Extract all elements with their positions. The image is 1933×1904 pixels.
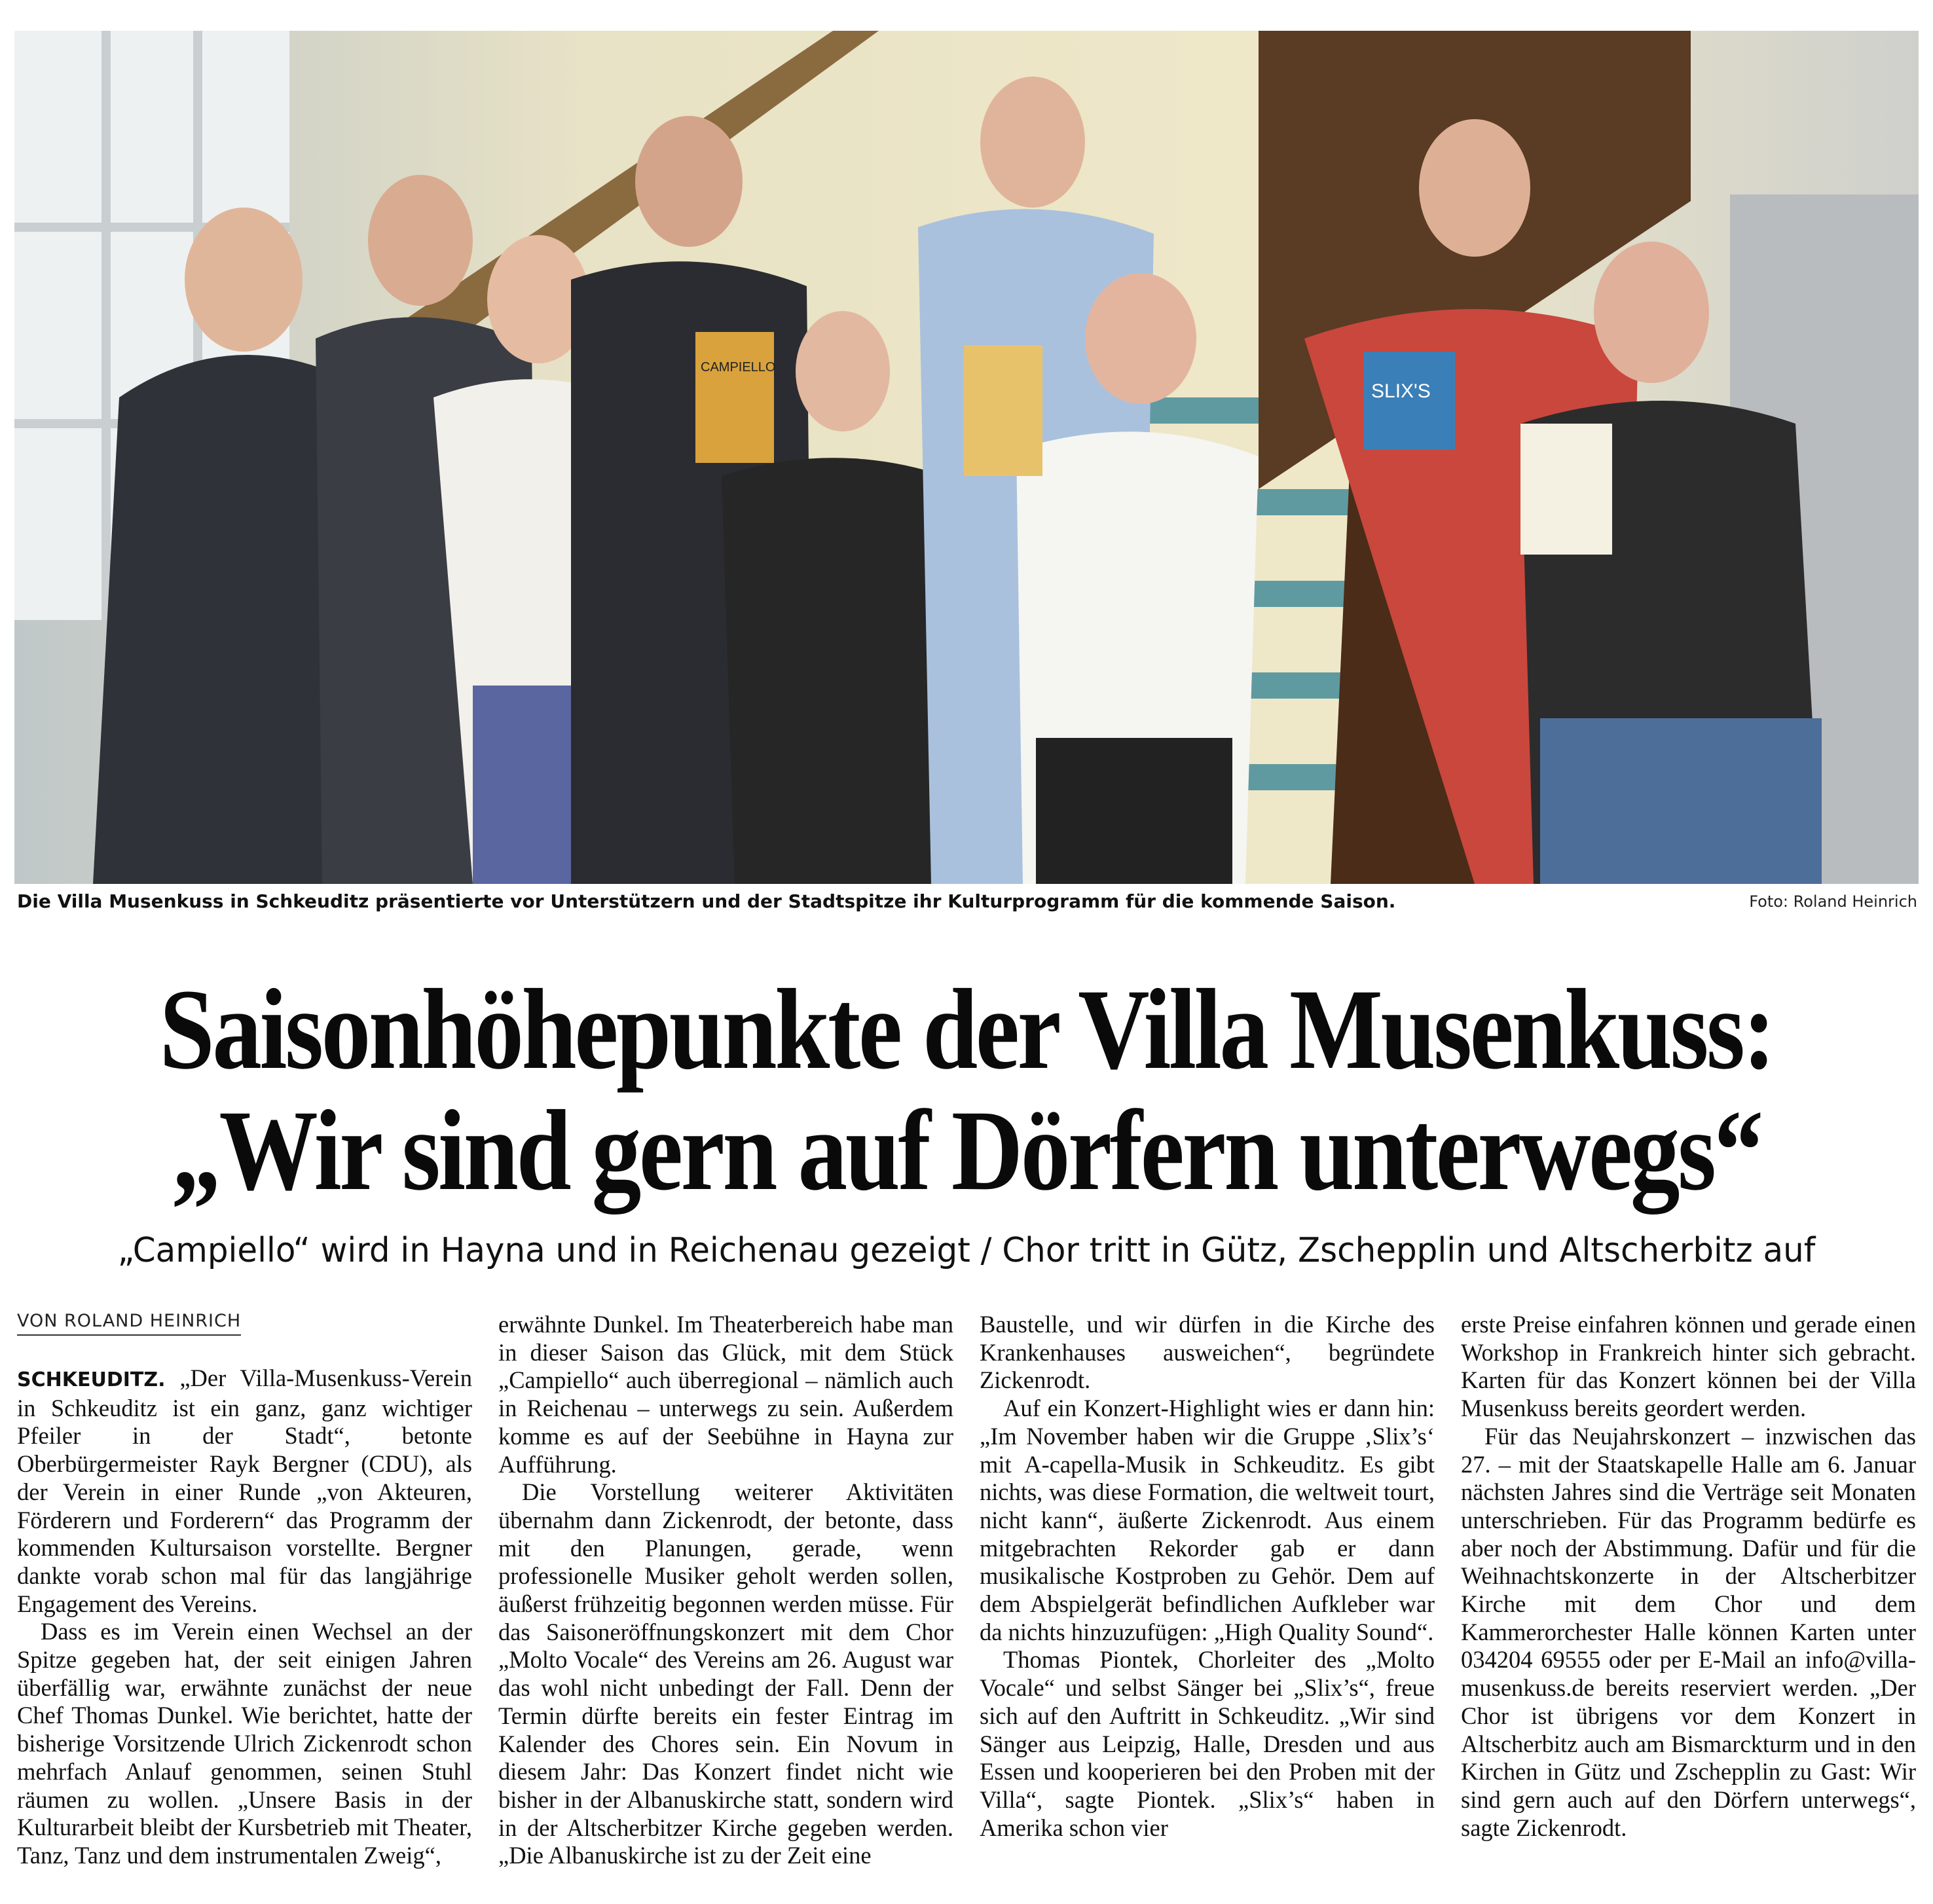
dateline: SCHKEUDITZ.: [17, 1368, 166, 1391]
photo-caption: Die Villa Musenkuss in Schkeuditz präsentierte vor Unterstützern und der Stadtspitze ihr Kulturprogramm für die kommende Saison.: [17, 890, 1396, 912]
sign-slixs: SLIX'S: [1371, 380, 1431, 402]
paragraph: Dass es im Verein einen Wechsel an der Spitze gegeben hat, der seit einigen Jahren überfällig war, erwähnte zunächst der neue Chef Thomas Dunkel. Wie berichtet, hatte der bisherige Vorsitzende Ulrich Zickenrodt schon mehrfach Anlauf genommen, seinen Stuhl räumen zu wollen. „Unsere Basis in der Kulturarbeit bleibt der Kursbetrieb mit Theater, Tanz, Tanz und dem instrumentalen Zweig“,: [17, 1618, 472, 1869]
article-column-1: [17, 1364, 472, 1870]
group-photo-illustration: [14, 31, 1919, 884]
paragraph: Die Vorstellung weiterer Aktivitäten übernahm dann Zickenrodt, der betonte, dass mit den Planungen, gerade, wenn professionelle Musiker geholt werden sollen, äußerst frühzeitig begonnen werden müsse. Für das Saisoneröffnungskonzert mit dem Chor „Molto Vocale“ des Vereins am 26. August war das wohl nicht unbedingt der Fall. Denn der Termin dürfte bereits ein fester Eintrag im Kalender des Chores sein. Ein Novum in diesem Jahr: Das Konzert findet nicht wie bisher in der Albanuskirche statt, sondern wird in der Altscherbitzer Kirche gegeben werden. „Die Albanuskirche ist zu der Zeit eine: [498, 1478, 953, 1869]
headline-line-1: Saisonhöhepunkte der Villa Musenkuss:: [159, 966, 1774, 1093]
paragraph: [17, 1364, 472, 1618]
article-column-4: [1461, 1311, 1916, 1842]
article-column-3: [980, 1311, 1435, 1842]
paragraph: erwähnte Dunkel. Im Theaterbereich habe man in dieser Saison das Glück, mit dem Stück „Campiello“ auch überregional – nämlich auch in Reichenau – unterwegs zu sein. Außerdem komme es auf der Seebühne in Hayna zur Aufführung.: [498, 1311, 953, 1478]
paragraph: Thomas Piontek, Chorleiter des „Molto Vocale“ und selbst Sänger bei „Slix’s“, freue sich auf den Auftritt in Schkeuditz. „Wir sind Sänger aus Leipzig, Halle, Dresden und aus Essen und kooperieren bei den Proben mit der Villa“, sagte Piontek. „Slix’s“ haben in Amerika schon vier: [980, 1646, 1435, 1841]
paragraph: Für das Neujahrskonzert – inzwischen das 27. – mit der Staatskapelle Halle am 6. Januar nächsten Jahres sind die Verträge seit Monaten unterschrieben. Für das Programm bedürfe es aber noch der Abstimmung. Dafür und für die Weihnachtskonzerte in der Altscherbitzer Kirche mit dem Chor und dem Kammerorchester Halle können Karten unter 034204 69555 oder per E-Mail an info@villa-musenkuss.de bereits reserviert werden. „Der Chor ist übrigens vor dem Konzert in Altscherbitz auch am Bismarckturm und in den Kirchen in Gütz und Zschepplin zu Gast: Wir sind gern auch auf den Dörfern unterwegs“, sagte Zickenrodt.: [1461, 1422, 1916, 1841]
paragraph-text: „Der Villa-Musenkuss-Verein in Schkeuditz ist ein ganz, ganz wichtiger Pfeiler in der Stadt“, betonte Oberbürgermeister Rayk Bergner (CDU), als der Verein in einer Runde „von Akteuren, Förderern und Forderern“ das Programm der kommenden Kultursaison vorstellte. Bergner dankte vorab schon mal für das langjährige Engagement des Vereins.: [17, 1364, 472, 1617]
sign-campiello: CAMPIELLO: [701, 360, 776, 375]
paragraph: erste Preise einfahren können und gerade einen Workshop in Frankreich hinter sich gebracht. Karten für das Konzert können bei der Villa Musenkuss bereits geordert werden.: [1461, 1311, 1916, 1422]
subheadline: „Campiello“ wird in Hayna und in Reichenau gezeigt / Chor tritt in Gütz, Zschepplin und Altscherbitz auf: [117, 1231, 1816, 1270]
paragraph: Auf ein Konzert-Highlight wies er dann hin: „Im November haben wir die Gruppe ‚Slix’s‘ mit A-capella-Musik in Schkeuditz. Es gibt nichts, was diese Formation, die weltweit tourt, nicht kann“, äußerte Zickenrodt. Aus einem mitgebrachten Rekorder gab er dann musikalische Kostproben zu Gehör. Dem auf dem Abspielgerät befindlichen Aufkleber war da nichts hinzuzufügen: „High Quality Sound“.: [980, 1395, 1435, 1645]
paragraph: Baustelle, und wir dürfen in die Kirche des Krankenhauses ausweichen“, begründete Zickenrodt.: [980, 1311, 1435, 1394]
article-column-2: [498, 1311, 953, 1870]
article-photo: [14, 31, 1919, 884]
photo-credit: Foto: Roland Heinrich: [1749, 892, 1917, 911]
byline: VON ROLAND HEINRICH: [17, 1311, 241, 1336]
headline-line-2: „Wir sind gern auf Dörfern unterwegs“: [172, 1087, 1761, 1215]
